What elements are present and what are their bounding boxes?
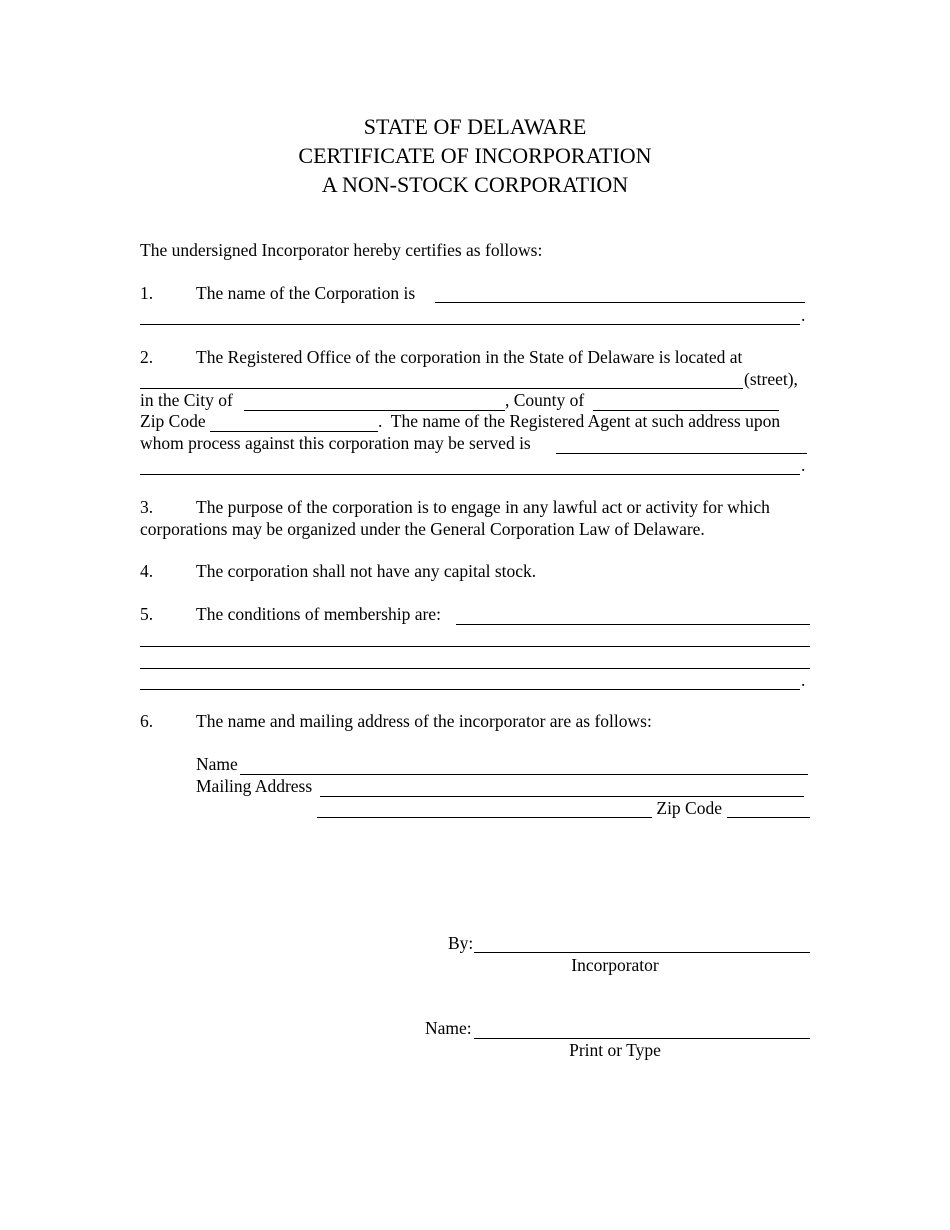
item-4-text: The corporation shall not have any capital stock. [196, 561, 537, 581]
served-text: whom process against this corporation may be served is [140, 433, 531, 453]
print-or-type-caption: Print or Type [569, 1040, 661, 1060]
item-2-number: 2. [140, 347, 154, 367]
title-line-2: CERTIFICATE OF INCORPORATION [298, 143, 652, 168]
item-2-text: The Registered Office of the corporation in the State of Delaware is located at [196, 347, 743, 367]
signature-field[interactable] [474, 952, 810, 953]
item-2-period: . [801, 455, 806, 475]
item-6-text: The name and mailing address of the incorporator are as follows: [196, 711, 652, 731]
item-5-number: 5. [140, 604, 154, 624]
city-label: in the City of [140, 390, 233, 410]
membership-field[interactable] [456, 624, 810, 625]
registered-agent-field-line-2[interactable] [140, 474, 800, 475]
item-1-period: . [801, 305, 806, 325]
print-name-label: Name: [425, 1018, 472, 1038]
incorporator-name-field[interactable] [240, 774, 808, 775]
title-line-1: STATE OF DELAWARE [363, 114, 587, 139]
item-3-number: 3. [140, 497, 154, 517]
street-field[interactable] [140, 388, 743, 389]
street-label: (street), [744, 369, 798, 389]
county-label: , County of [505, 390, 585, 410]
item-3-text-a: The purpose of the corporation is to engage in any lawful act or activity for which [196, 497, 770, 517]
item-3-text-b: corporations may be organized under the General Corporation Law of Delaware. [140, 519, 705, 539]
incorporator-caption: Incorporator [571, 955, 659, 975]
item-6-number: 6. [140, 711, 154, 731]
by-label: By: [448, 933, 474, 953]
membership-field-line-3[interactable] [140, 668, 810, 669]
incorporator-zip-label: Zip Code [652, 798, 722, 818]
print-name-field[interactable] [474, 1038, 810, 1039]
mailing-address-field-line-2[interactable] [317, 817, 652, 818]
zip-label: Zip Code [140, 411, 206, 431]
item-4-number: 4. [140, 561, 154, 581]
mailing-address-field[interactable] [320, 796, 804, 797]
title-line-3: A NON-STOCK CORPORATION [321, 172, 629, 197]
registered-agent-field[interactable] [556, 453, 807, 454]
zip-field[interactable] [210, 431, 378, 432]
membership-field-line-2[interactable] [140, 646, 810, 647]
incorporator-zip-field[interactable] [727, 817, 810, 818]
corporation-name-field[interactable] [435, 302, 805, 303]
membership-field-line-4[interactable] [140, 689, 800, 690]
agent-text: . The name of the Registered Agent at such address upon [378, 411, 781, 431]
item-1-text: The name of the Corporation is [196, 283, 416, 303]
item-5-period: . [801, 670, 806, 690]
mailing-address-label: Mailing Address [196, 776, 313, 796]
item-5-text: The conditions of membership are: [196, 604, 441, 624]
item-1-number: 1. [140, 283, 154, 303]
corporation-name-field-line-2[interactable] [140, 324, 800, 325]
incorporator-name-label: Name [196, 754, 238, 774]
intro-text: The undersigned Incorporator hereby certifies as follows: [140, 240, 543, 260]
